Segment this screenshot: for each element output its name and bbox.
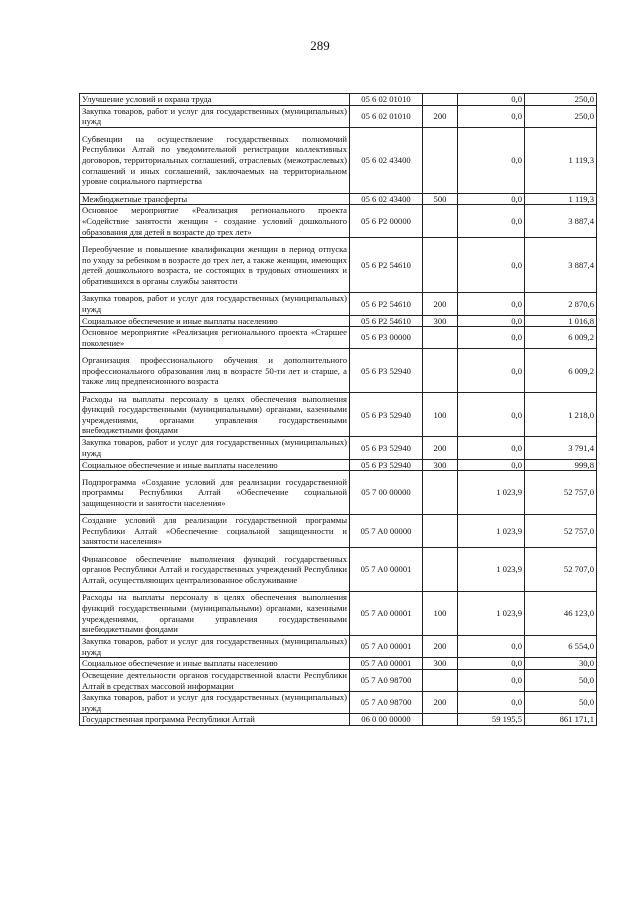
row-name-cell: Финансовое обеспечение выполнения функций государственных органов Республики Алтай и государственных учреждений Республики Алтай, осуществляющих централизованное обслуживание — [80, 548, 350, 592]
row-amount-1-cell: 1 023,9 — [458, 592, 525, 636]
row-name-cell: Закупка товаров, работ и услуг для государственных (муниципальных) нужд — [80, 636, 350, 658]
row-code-cell: 05 6 P2 00000 — [350, 205, 423, 238]
row-amount-1-cell: 0,0 — [458, 293, 525, 315]
row-expense-type-cell — [423, 205, 458, 238]
row-code-cell: 05 6 P2 54610 — [350, 238, 423, 293]
row-expense-type-cell: 200 — [423, 105, 458, 127]
row-amount-2-cell: 1 119,3 — [525, 127, 597, 193]
table-row — [80, 205, 597, 238]
row-code-cell: 05 6 P2 54610 — [350, 315, 423, 327]
row-amount-2-cell: 52 757,0 — [525, 471, 597, 515]
row-amount-2-cell: 250,0 — [525, 105, 597, 127]
row-code-cell: 05 6 P3 52940 — [350, 437, 423, 459]
table-row — [80, 669, 597, 691]
row-code-cell: 05 6 P2 54610 — [350, 293, 423, 315]
row-expense-type-cell — [423, 327, 458, 349]
row-code-cell: 05 6 P3 00000 — [350, 327, 423, 349]
table-row — [80, 471, 597, 515]
row-expense-type-cell: 300 — [423, 658, 458, 670]
row-amount-1-cell: 59 195,5 — [458, 714, 525, 726]
row-code-cell: 05 6 P3 52940 — [350, 393, 423, 437]
row-name-cell: Социальное обеспечение и иные выплаты населению — [80, 459, 350, 471]
row-amount-1-cell: 1 023,9 — [458, 515, 525, 548]
table-row — [80, 127, 597, 193]
row-amount-1-cell: 0,0 — [458, 105, 525, 127]
row-expense-type-cell: 500 — [423, 193, 458, 205]
budget-table — [79, 93, 597, 726]
table-row — [80, 238, 597, 293]
row-code-cell: 05 6 02 01010 — [350, 105, 423, 127]
row-amount-1-cell: 0,0 — [458, 692, 525, 714]
row-name-cell: Основное мероприятие «Реализация регионального проекта «Содействие занятости женщин - создание условий дошкольного образования для детей в возрасте до трех лет» — [80, 205, 350, 238]
row-code-cell: 06 0 00 00000 — [350, 714, 423, 726]
table-row — [80, 714, 597, 726]
row-amount-2-cell: 1 218,0 — [525, 393, 597, 437]
row-expense-type-cell: 100 — [423, 592, 458, 636]
row-expense-type-cell — [423, 127, 458, 193]
row-name-cell: Социальное обеспечение и иные выплаты населению — [80, 658, 350, 670]
row-amount-2-cell: 46 123,0 — [525, 592, 597, 636]
row-amount-1-cell: 1 023,9 — [458, 548, 525, 592]
row-amount-1-cell: 0,0 — [458, 437, 525, 459]
table-row — [80, 658, 597, 670]
table-row — [80, 193, 597, 205]
row-amount-1-cell: 0,0 — [458, 315, 525, 327]
row-expense-type-cell — [423, 349, 458, 393]
row-name-cell: Закупка товаров, работ и услуг для государственных (муниципальных) нужд — [80, 437, 350, 459]
row-name-cell: Расходы на выплаты персоналу в целях обеспечения выполнения функций государственными (муниципальными) органами, казенными учреждениями, органами управления государственными внебюджетными фондами — [80, 592, 350, 636]
table-row — [80, 94, 597, 106]
row-expense-type-cell — [423, 515, 458, 548]
table-row — [80, 349, 597, 393]
row-amount-1-cell: 0,0 — [458, 669, 525, 691]
table-row — [80, 592, 597, 636]
row-amount-2-cell: 6 554,0 — [525, 636, 597, 658]
row-amount-1-cell: 0,0 — [458, 636, 525, 658]
row-amount-1-cell: 0,0 — [458, 193, 525, 205]
row-name-cell: Создание условий для реализации государственной программы Республики Алтай «Обеспечение социальной защищенности и занятости населения» — [80, 515, 350, 548]
row-amount-2-cell: 6 009,2 — [525, 349, 597, 393]
row-amount-1-cell: 0,0 — [458, 658, 525, 670]
row-amount-2-cell: 2 870,6 — [525, 293, 597, 315]
row-expense-type-cell — [423, 94, 458, 106]
row-code-cell: 05 6 02 43400 — [350, 127, 423, 193]
row-amount-2-cell: 3 887,4 — [525, 205, 597, 238]
row-code-cell: 05 7 A0 00001 — [350, 636, 423, 658]
row-expense-type-cell: 200 — [423, 437, 458, 459]
row-expense-type-cell: 200 — [423, 636, 458, 658]
row-name-cell: Основное мероприятие «Реализация регионального проекта «Старшее поколение» — [80, 327, 350, 349]
table-row — [80, 548, 597, 592]
row-expense-type-cell: 300 — [423, 459, 458, 471]
row-expense-type-cell — [423, 548, 458, 592]
row-amount-1-cell: 0,0 — [458, 459, 525, 471]
row-code-cell: 05 6 P3 52940 — [350, 349, 423, 393]
row-amount-2-cell: 50,0 — [525, 669, 597, 691]
row-code-cell: 05 7 A0 00001 — [350, 548, 423, 592]
row-code-cell: 05 7 A0 00001 — [350, 592, 423, 636]
row-expense-type-cell: 100 — [423, 393, 458, 437]
row-amount-2-cell: 6 009,2 — [525, 327, 597, 349]
row-amount-1-cell: 0,0 — [458, 205, 525, 238]
row-amount-1-cell: 0,0 — [458, 349, 525, 393]
row-amount-2-cell: 1 119,3 — [525, 193, 597, 205]
row-name-cell: Закупка товаров, работ и услуг для государственных (муниципальных) нужд — [80, 105, 350, 127]
row-name-cell: Субвенции на осуществление государственных полномочий Республики Алтай по уведомительной регистрации коллективных договоров, территориальных соглашений, отраслевых (межотраслевых) соглашений и иных соглашений, заключаемых на территориальном уровне социального партнерства — [80, 127, 350, 193]
row-expense-type-cell: 300 — [423, 315, 458, 327]
row-expense-type-cell: 200 — [423, 692, 458, 714]
table-row — [80, 393, 597, 437]
row-code-cell: 05 7 A0 00000 — [350, 515, 423, 548]
row-expense-type-cell: 200 — [423, 293, 458, 315]
row-amount-2-cell: 3 791,4 — [525, 437, 597, 459]
row-amount-2-cell: 250,0 — [525, 94, 597, 106]
row-name-cell: Межбюджетные трансферты — [80, 193, 350, 205]
table-row — [80, 293, 597, 315]
row-amount-1-cell: 0,0 — [458, 127, 525, 193]
row-code-cell: 05 7 00 00000 — [350, 471, 423, 515]
row-expense-type-cell — [423, 238, 458, 293]
row-amount-2-cell: 50,0 — [525, 692, 597, 714]
row-name-cell: Расходы на выплаты персоналу в целях обеспечения выполнения функций государственными (муниципальными) органами, казенными учреждениями, органами управления государственными внебюджетными фондами — [80, 393, 350, 437]
row-code-cell: 05 6 02 43400 — [350, 193, 423, 205]
row-name-cell: Переобучение и повышение квалификации женщин в период отпуска по уходу за ребенком в возрасте до трех лет, а также женщин, имеющих детей дошкольного возраста, не состоящих в трудовых отношениях и обратившихся в органы службы занятости — [80, 238, 350, 293]
row-code-cell: 05 6 P3 52940 — [350, 459, 423, 471]
row-amount-2-cell: 52 707,0 — [525, 548, 597, 592]
row-amount-1-cell: 1 023,9 — [458, 471, 525, 515]
table-row — [80, 105, 597, 127]
row-name-cell: Закупка товаров, работ и услуг для государственных (муниципальных) нужд — [80, 293, 350, 315]
row-amount-1-cell: 0,0 — [458, 393, 525, 437]
table-row — [80, 459, 597, 471]
row-name-cell: Улучшение условий и охрана труда — [80, 94, 350, 106]
row-amount-2-cell: 52 757,0 — [525, 515, 597, 548]
row-amount-1-cell: 0,0 — [458, 94, 525, 106]
row-name-cell: Закупка товаров, работ и услуг для государственных (муниципальных) нужд — [80, 692, 350, 714]
row-code-cell: 05 6 02 01010 — [350, 94, 423, 106]
row-name-cell: Освещение деятельности органов государственной власти Республики Алтай в средствах массовой информации — [80, 669, 350, 691]
row-amount-1-cell: 0,0 — [458, 238, 525, 293]
budget-table-body — [80, 94, 597, 726]
row-name-cell: Государственная программа Республики Алтай — [80, 714, 350, 726]
table-row — [80, 437, 597, 459]
row-name-cell: Организация профессионального обучения и дополнительного профессионального образования лиц в возрасте 50-ти лет и старше, а также лиц предпенсионного возраста — [80, 349, 350, 393]
row-amount-2-cell: 999,8 — [525, 459, 597, 471]
table-row — [80, 315, 597, 327]
row-amount-2-cell: 3 887,4 — [525, 238, 597, 293]
row-name-cell: Подпрограмма «Создание условий для реализации государственной программы Республики Алтай «Обеспечение социальной защищенности и занятости населения» — [80, 471, 350, 515]
row-expense-type-cell — [423, 669, 458, 691]
row-code-cell: 05 7 A0 00001 — [350, 658, 423, 670]
row-amount-2-cell: 1 016,8 — [525, 315, 597, 327]
page-number: 289 — [310, 38, 330, 53]
table-row — [80, 327, 597, 349]
table-row — [80, 692, 597, 714]
row-code-cell: 05 7 A0 98700 — [350, 692, 423, 714]
row-expense-type-cell — [423, 714, 458, 726]
row-amount-1-cell: 0,0 — [458, 327, 525, 349]
row-name-cell: Социальное обеспечение и иные выплаты населению — [80, 315, 350, 327]
row-expense-type-cell — [423, 471, 458, 515]
table-row — [80, 636, 597, 658]
table-row — [80, 515, 597, 548]
row-amount-2-cell: 30,0 — [525, 658, 597, 670]
row-amount-2-cell: 861 171,1 — [525, 714, 597, 726]
row-code-cell: 05 7 A0 98700 — [350, 669, 423, 691]
